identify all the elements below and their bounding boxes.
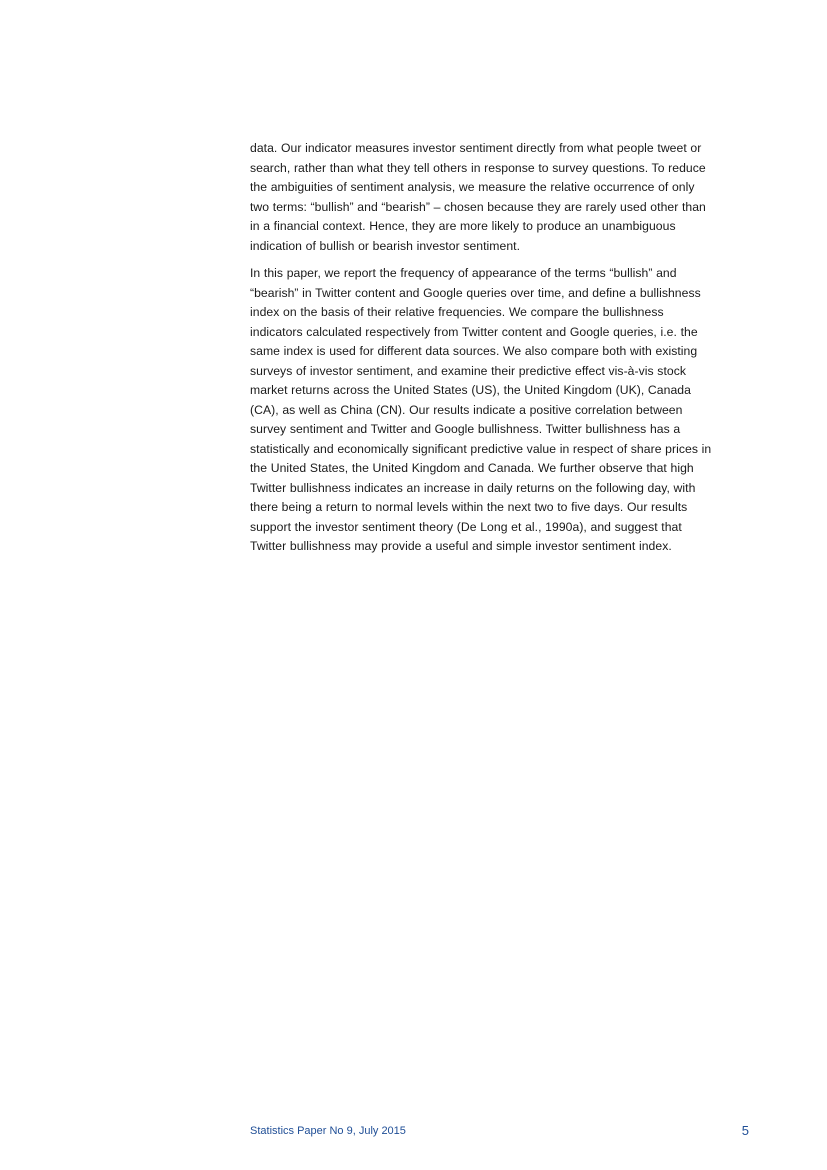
paragraph-1 <box>250 139 746 256</box>
text-line: (CA), as well as China (CN). Our results indicate a positive correlation between <box>250 402 683 417</box>
text-line: the ambiguities of sentiment analysis, we measure the relative occurrence of only <box>250 180 695 194</box>
text-line: In this paper, we report the frequency of appearance of the terms “bullish” and <box>250 266 677 280</box>
text-line: index on the basis of their relative frequencies. We compare the bullishness <box>250 305 664 319</box>
text-line: market returns across the United States (US), the United Kingdom (UK), Canada <box>250 383 691 397</box>
text-line: surveys of investor sentiment, and examine their predictive effect vis-à-vis stock <box>250 363 686 378</box>
paragraph-2 <box>250 264 746 557</box>
text-line: same index is used for different data sources. We also compare both with existing <box>250 344 698 358</box>
text-line: two terms: “bullish” and “bearish” – chosen because they are rarely used other than <box>250 199 706 214</box>
text-line: the United States, the United Kingdom and Canada. We further observe that high <box>250 461 694 475</box>
page-number: 5 <box>741 1123 749 1138</box>
text-line: in a financial context. Hence, they are more likely to produce an unambiguous <box>250 219 676 233</box>
text-line: Twitter bullishness indicates an increase in daily returns on the following day, with <box>250 480 696 495</box>
footer-series-label: Statistics Paper No 9, July 2015 <box>250 1125 406 1137</box>
text-line: statistically and economically significant predictive value in respect of share prices in <box>250 441 712 456</box>
text-line: “bearish” in Twitter content and Google queries over time, and define a bullishness <box>250 285 701 300</box>
text-line: search, rather than what they tell others in response to survey questions. To reduce <box>250 160 706 175</box>
text-line: support the investor sentiment theory (De Long et al., 1990a), and suggest that <box>250 519 682 534</box>
body-text <box>250 139 746 557</box>
text-line: data. Our indicator measures investor sentiment directly from what people tweet or <box>250 141 702 155</box>
text-line: indication of bullish or bearish investor sentiment. <box>250 238 521 253</box>
text-line: there being a return to normal levels within the next two to five days. Our results <box>250 500 688 514</box>
text-line: Twitter bullishness may provide a useful and simple investor sentiment index. <box>250 539 672 553</box>
text-line: survey sentiment and Twitter and Google bullishness. Twitter bullishness has a <box>250 422 681 436</box>
text-line: indicators calculated respectively from Twitter content and Google queries, i.e. the <box>250 324 698 339</box>
